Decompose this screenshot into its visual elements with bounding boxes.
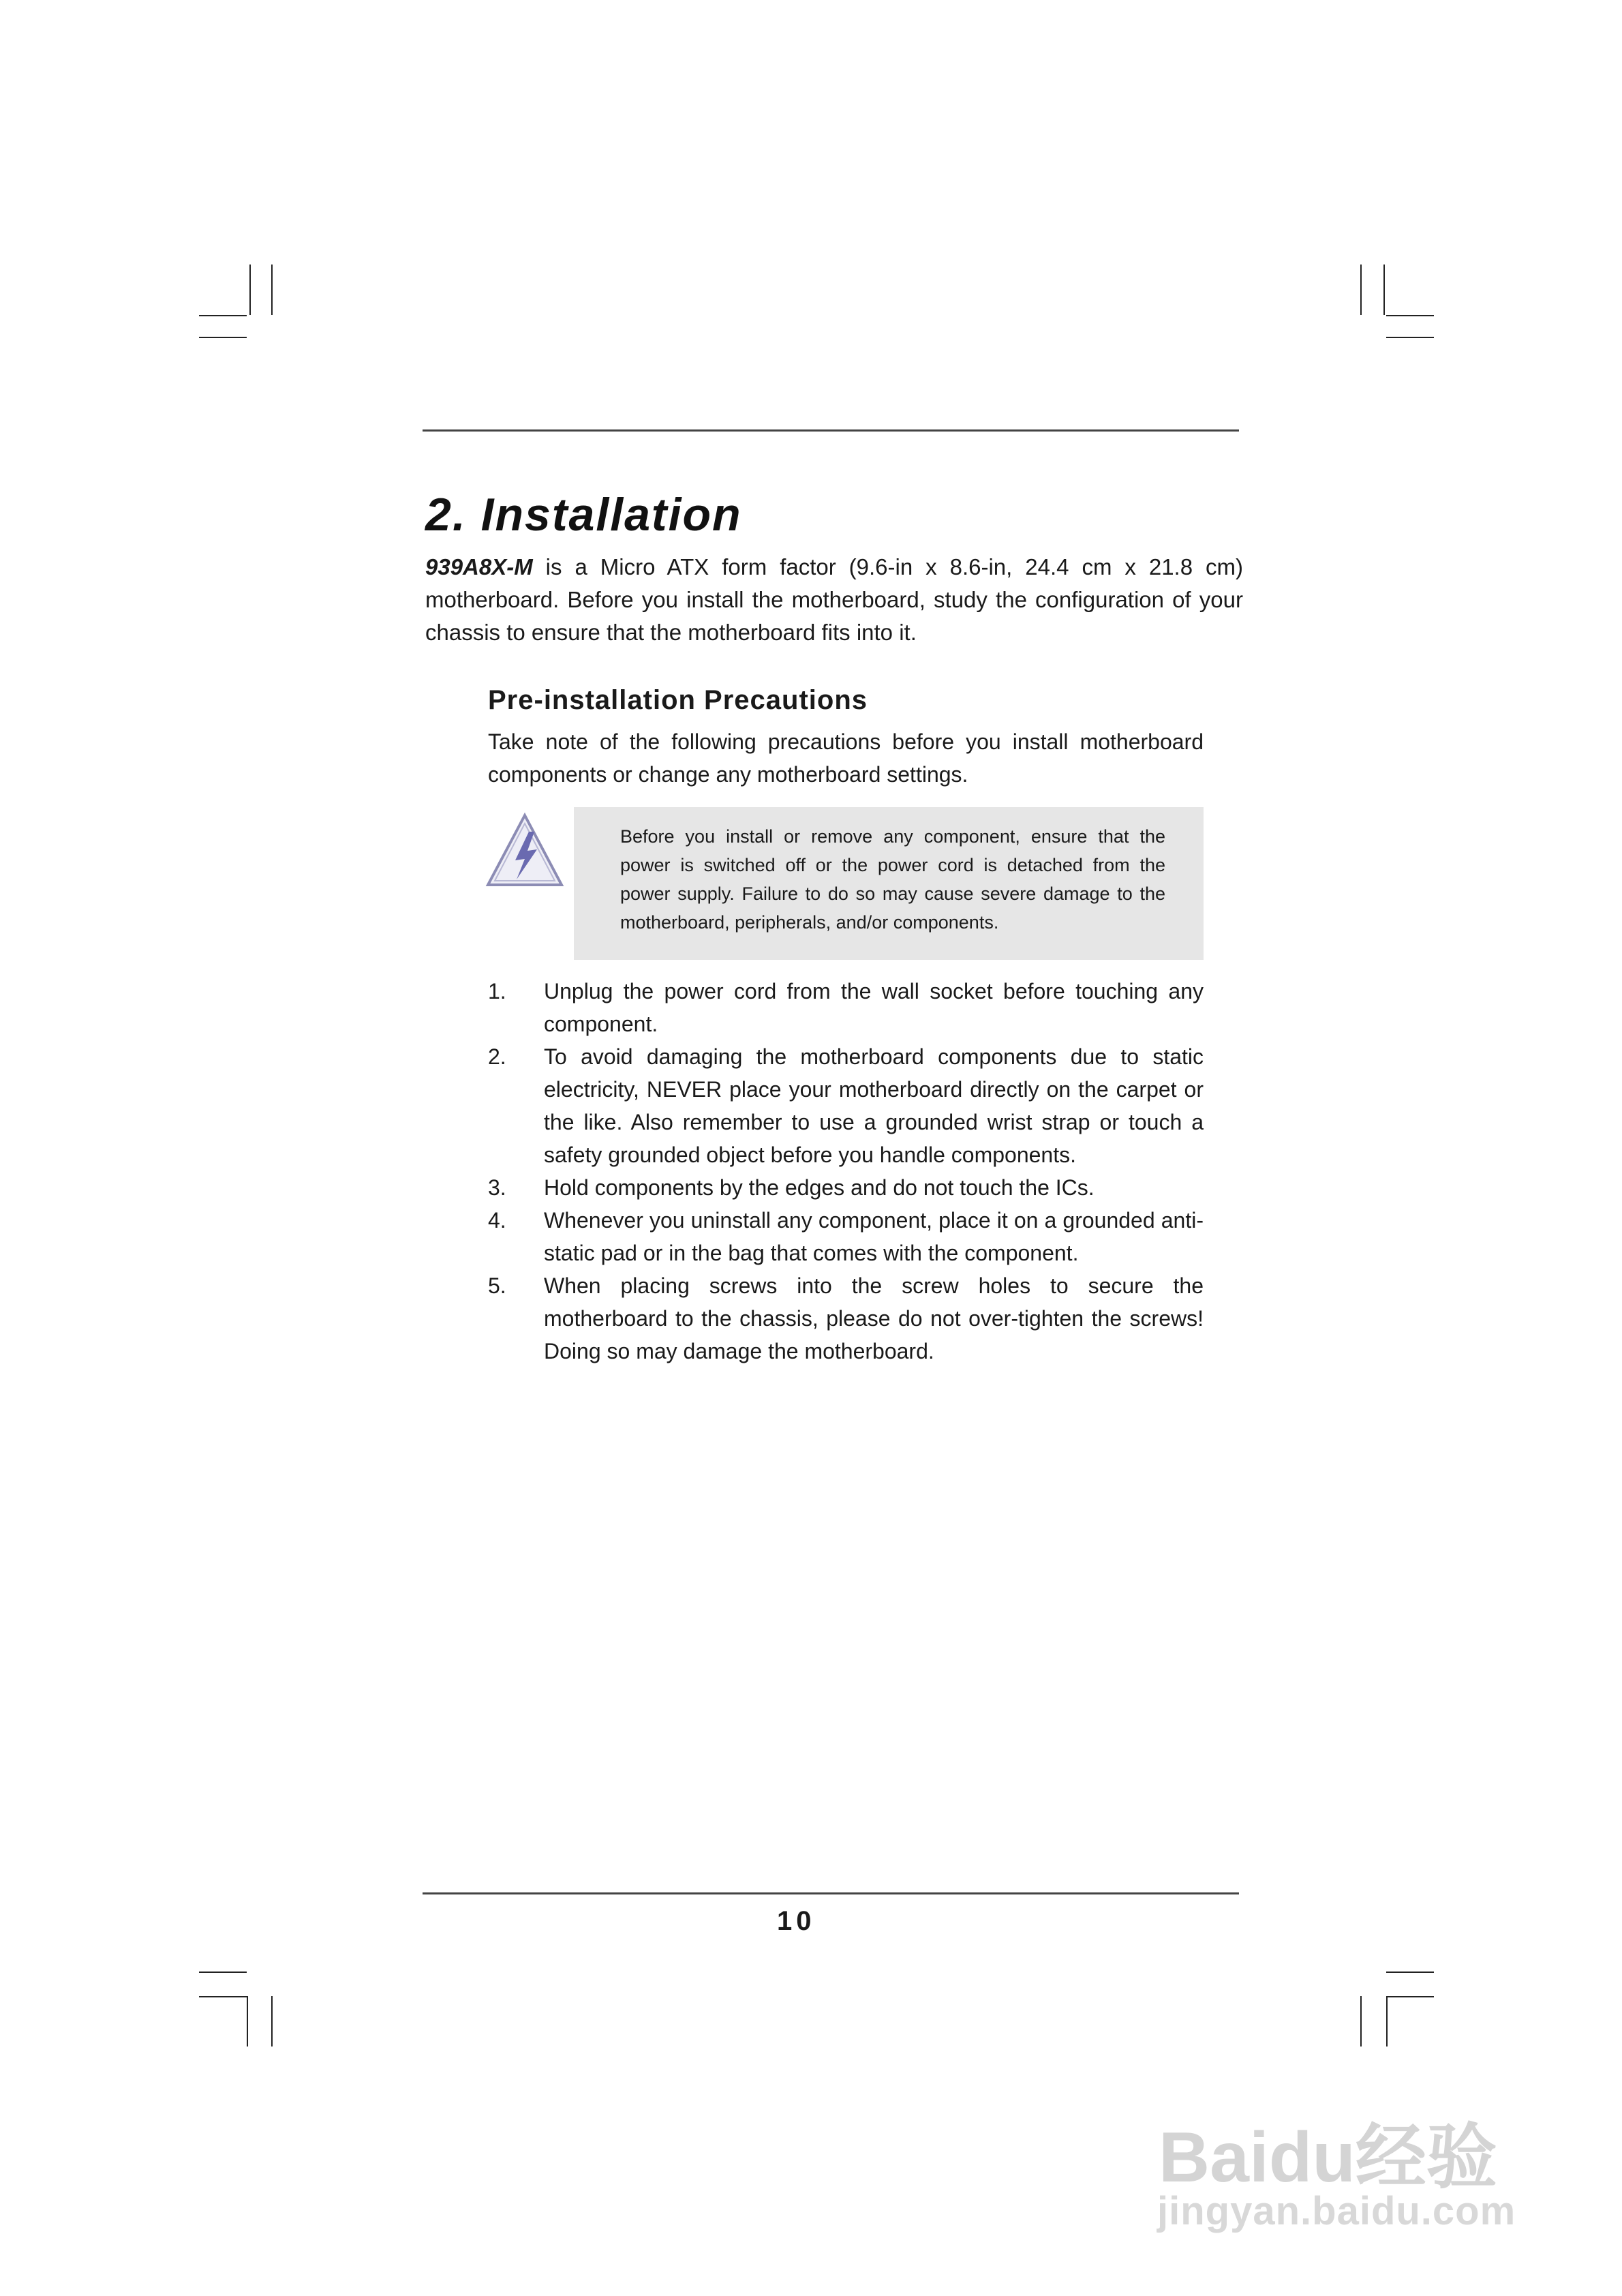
header-rule: [423, 429, 1239, 432]
list-item: [488, 1171, 1204, 1204]
watermark-url: jingyan.baidu.com: [1157, 2189, 1516, 2233]
crop-mark: [1360, 265, 1362, 315]
footer-rule: [423, 1892, 1239, 1894]
crop-mark: [199, 315, 247, 316]
list-number: 4.: [488, 1208, 506, 1233]
crop-mark: [199, 337, 247, 338]
list-number: 2.: [488, 1044, 506, 1069]
crop-mark: [249, 265, 251, 315]
section-title: Pre-installation Precautions: [488, 685, 868, 715]
list-number: 5.: [488, 1273, 506, 1298]
crop-mark: [1386, 1996, 1388, 2046]
list-item: [488, 975, 1204, 1040]
model-name: 939A8X-M: [425, 554, 533, 579]
crop-mark: [1386, 337, 1434, 338]
list-item: [488, 1204, 1204, 1269]
list-number: 3.: [488, 1175, 506, 1200]
precautions-list: [488, 975, 1204, 1368]
list-text: To avoid damaging the motherboard components due to static electricity, NEVER place your motherboard directly on the carpet or the like. Also remember to use a grounded wrist strap or touch a safety grounded object before you handle components.: [544, 1044, 1204, 1167]
warning-text: Before you install or remove any component, ensure that the power is switched off or the power cord is detached from the power supply. Failure to do so may cause severe damage to the motherboard, peripherals, and/or components.: [620, 826, 1165, 933]
crop-mark: [1386, 1996, 1434, 1997]
list-text: When placing screws into the screw holes to secure the motherboard to the chassis, please do not over-tighten the screws! Doing so may damage the motherboard.: [544, 1273, 1204, 1363]
list-text: Hold components by the edges and do not touch the ICs.: [544, 1175, 1095, 1200]
crop-mark: [199, 1972, 247, 1973]
crop-mark: [1386, 1972, 1434, 1973]
crop-mark: [247, 1996, 248, 2046]
crop-mark: [1360, 1996, 1362, 2046]
list-item: [488, 1040, 1204, 1171]
page-number: 10: [777, 1906, 816, 1936]
crop-mark: [271, 265, 273, 315]
watermark-brand: Baidu经验: [1159, 2118, 1497, 2197]
crop-mark: [271, 1996, 273, 2046]
warning-triangle-lightning-icon: [485, 811, 564, 890]
list-item: [488, 1269, 1204, 1368]
section-paragraph: Take note of the following precautions before you install motherboard components or change any motherboard settings.: [488, 729, 1204, 787]
list-text: Unplug the power cord from the wall socket before touching any component.: [544, 979, 1204, 1036]
list-text: Whenever you uninstall any component, place it on a grounded anti-static pad or in the bag that comes with the component.: [544, 1208, 1204, 1265]
intro-paragraph: [425, 551, 1243, 649]
page-title: 2. Installation: [425, 489, 742, 541]
intro-text: is a Micro ATX form factor (9.6-in x 8.6-in, 24.4 cm x 21.8 cm) motherboard. Before you install the motherboard, study the configuration of your chassis to ensure that the motherboard fits into it.: [425, 554, 1243, 645]
crop-mark: [1383, 265, 1385, 315]
crop-mark: [199, 1996, 247, 1997]
crop-mark: [1386, 315, 1434, 316]
list-number: 1.: [488, 979, 506, 1003]
